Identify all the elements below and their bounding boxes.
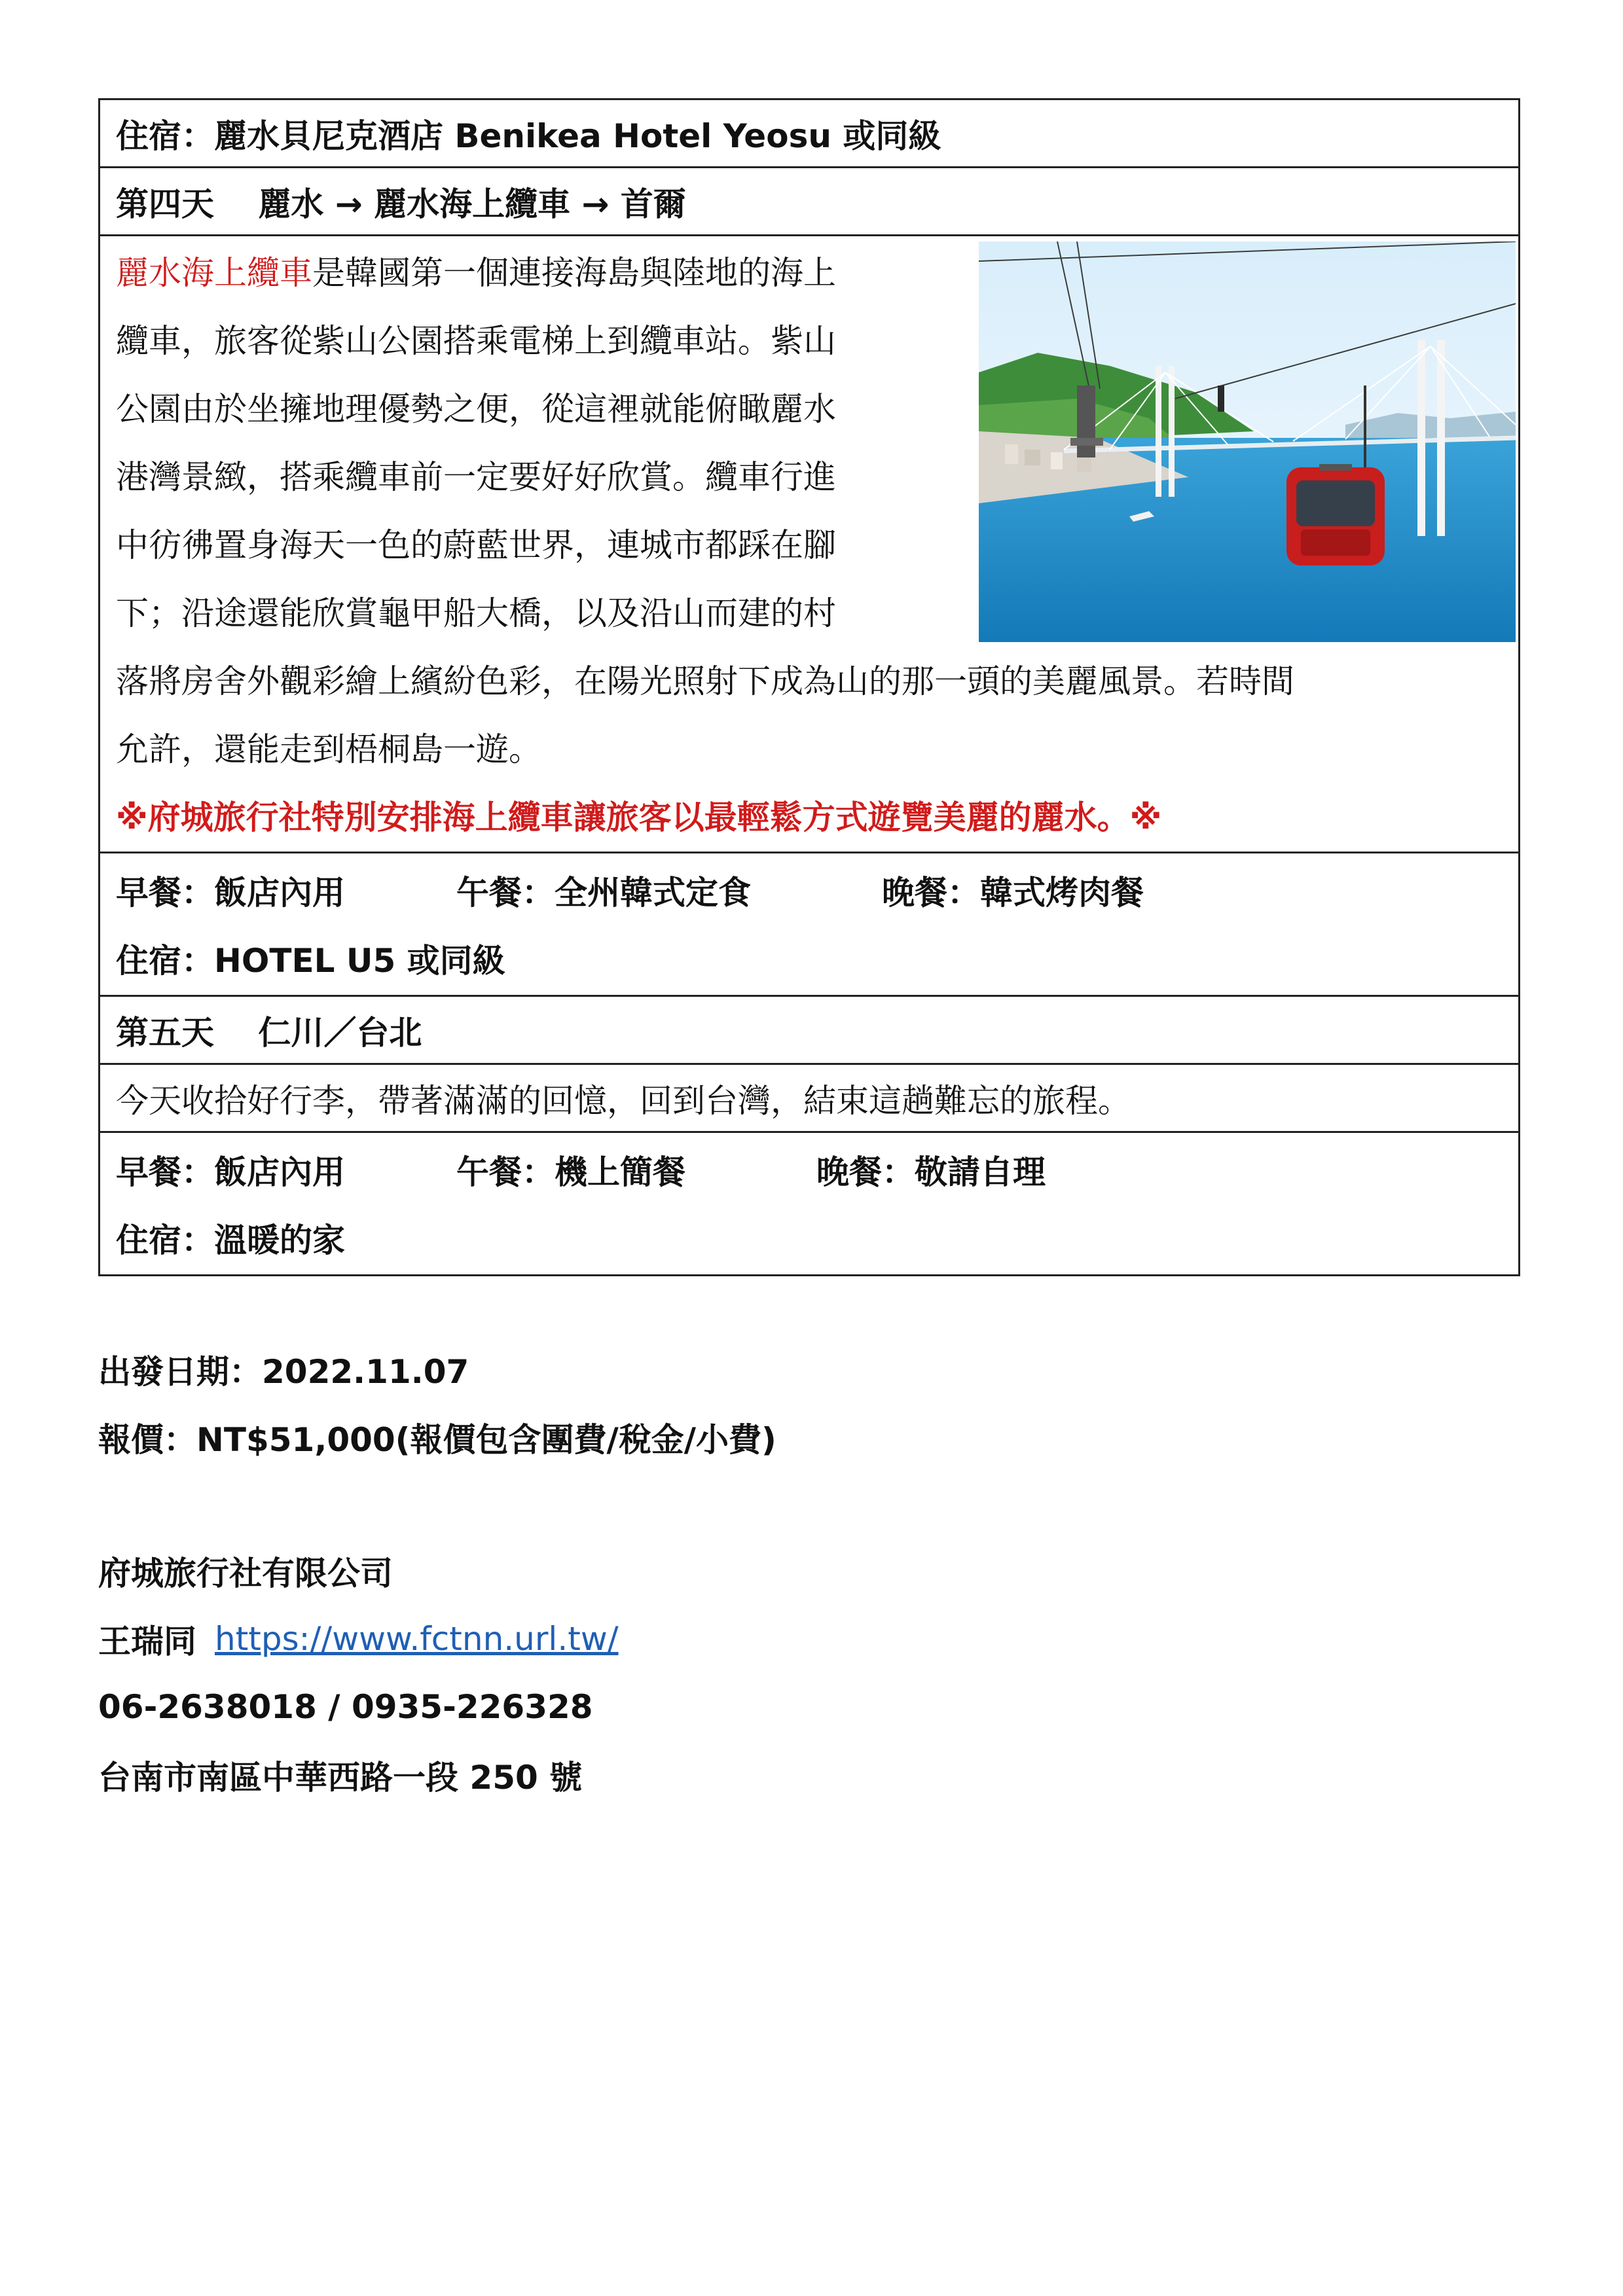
company-name: 府城旅行社有限公司 (98, 1554, 393, 1592)
contact-name: 王瑞同 (98, 1623, 196, 1660)
day5-description-row (100, 1065, 1518, 1133)
website-link[interactable]: https://www.fctnn.url.tw/ (215, 1620, 619, 1658)
lunch: 午餐：全州韓式定食 (456, 874, 751, 912)
day4-title: 第四天 麗水 → 麗水海上纜車 → 首爾 (116, 185, 686, 223)
address: 台南市南區中華西路一段 250 號 (98, 1759, 583, 1797)
price: 報價：NT$51,000(報價包含團費/稅金/小費) (98, 1421, 776, 1459)
day5-hotel: 住宿：溫暖的家 (116, 1221, 345, 1259)
day4-meals-row (100, 853, 1518, 997)
day5-description: 今天收拾好行李，帶著滿滿的回憶，回到台灣，結束這趟難忘的旅程。 (116, 1081, 1131, 1120)
cable-car-highlight: 麗水海上纜車 (116, 254, 312, 292)
desc-line-7: 落將房舍外觀彩繪上繽紛色彩，在陽光照射下成為山的那一頭的美麗風景。若時間 (116, 662, 1294, 700)
desc-line-5: 中彷彿置身海天一色的蔚藍世界，連城市都踩在腳 (116, 526, 836, 564)
hotel-row-day3 (100, 100, 1518, 168)
day5-title-row (100, 997, 1518, 1065)
breakfast: 早餐：飯店內用 (116, 874, 345, 912)
day5-title: 第五天 仁川／台北 (116, 1013, 422, 1052)
desc-line-1: 是韓國第一個連接海島與陸地的海上 (312, 254, 836, 292)
desc-line-6: 下；沿途還能欣賞龜甲船大橋，以及沿山而建的村 (116, 594, 836, 632)
cable-car-photo (979, 242, 1516, 642)
hotel-label: 住宿：麗水貝尼克酒店 Benikea Hotel Yeosu 或同級 (116, 117, 941, 155)
desc-line-2: 纜車，旅客從紫山公園搭乘電梯上到纜車站。紫山 (116, 322, 836, 360)
day4-title-row (100, 168, 1518, 236)
contact-line (98, 1605, 776, 1673)
desc-line-4: 港灣景緻，搭乘纜車前一定要好好欣賞。纜車行進 (116, 458, 836, 496)
itinerary-table (98, 98, 1520, 1276)
day4-description (100, 236, 1518, 853)
day4-special-note: ※府城旅行社特別安排海上纜車讓旅客以最輕鬆方式遊覽美麗的麗水。※ (116, 798, 1162, 836)
dinner: 晚餐：敬請自理 (816, 1153, 1046, 1191)
departure-date: 出發日期：2022.11.07 (98, 1353, 469, 1391)
day4-hotel: 住宿：HOTEL U5 或同級 (116, 942, 505, 980)
dinner: 晚餐：韓式烤肉餐 (882, 874, 1144, 912)
breakfast: 早餐：飯店內用 (116, 1153, 345, 1191)
desc-line-3: 公園由於坐擁地理優勢之便，從這裡就能俯瞰麗水 (116, 390, 836, 428)
phone-numbers: 06-2638018 / 0935-226328 (98, 1688, 593, 1726)
tour-info-footer (98, 1335, 776, 1809)
desc-line-8: 允許，還能走到梧桐島一遊。 (116, 730, 541, 768)
day5-meals-row (100, 1133, 1518, 1274)
lunch: 午餐：機上簡餐 (456, 1153, 685, 1191)
